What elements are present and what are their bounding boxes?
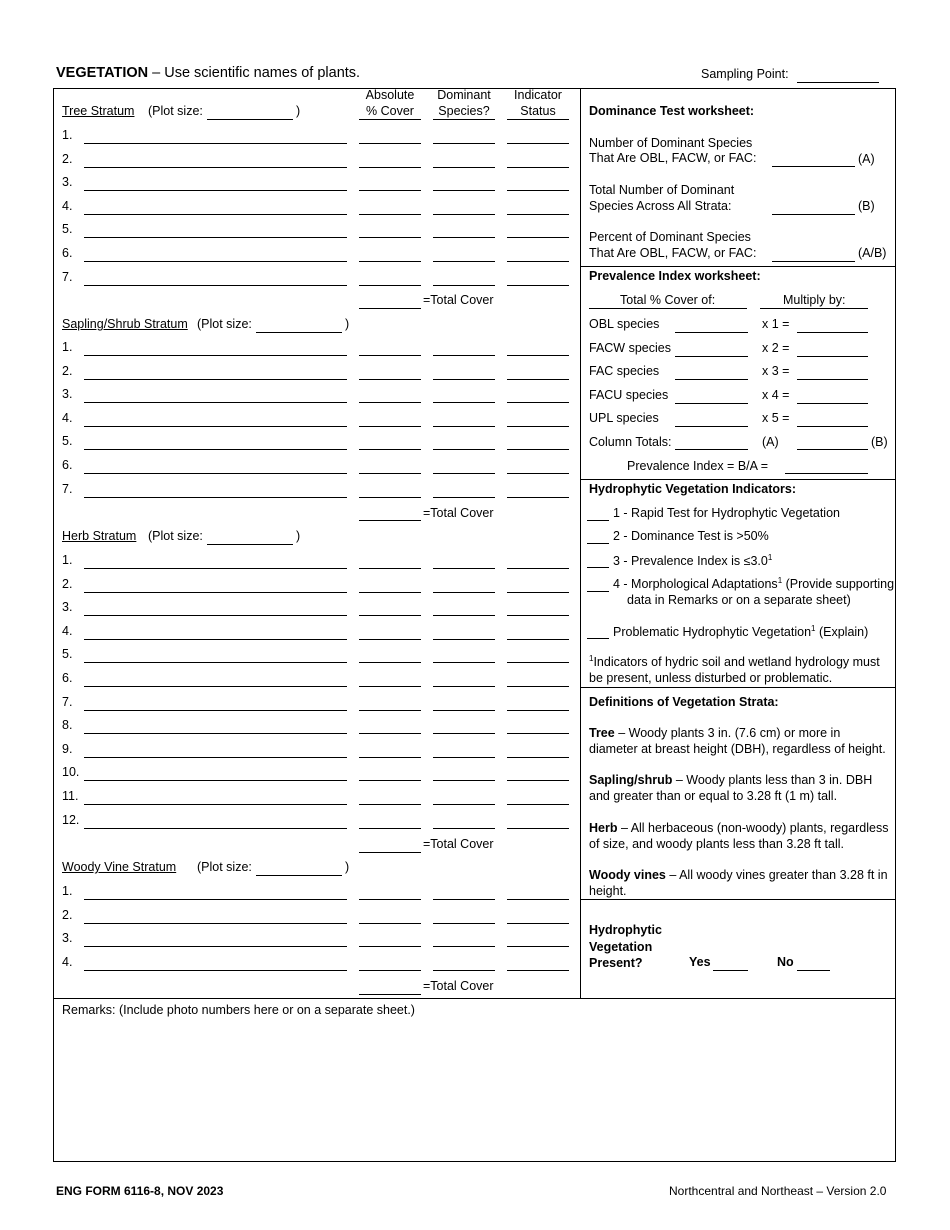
herb-row-number: 5. (62, 647, 73, 662)
sapling-row-number: 2. (62, 363, 73, 378)
tree-cover-field[interactable] (359, 190, 421, 191)
herb-row-number: 6. (62, 671, 73, 685)
tree-row-number: 2. (62, 151, 73, 166)
herb-status-field[interactable] (507, 757, 569, 758)
woody-status-field[interactable] (507, 899, 569, 900)
prevalence-col-underline (589, 308, 747, 309)
definitions-title: Definitions of Vegetation Strata: (589, 695, 779, 709)
herb-cover-field[interactable] (359, 568, 421, 569)
herb-species-field[interactable] (84, 733, 347, 734)
woody-row-number: 1. (62, 884, 73, 898)
column-total-b-tag: (B) (871, 435, 888, 449)
herb-status-field[interactable] (507, 710, 569, 711)
herb-species-field[interactable] (84, 828, 347, 829)
tree-stratum-title: Tree Stratum (62, 104, 135, 118)
woody-cover-field[interactable] (359, 970, 421, 971)
sapling-plot-size-field[interactable] (256, 332, 342, 333)
indicator-4-label: 4 - Morphological Adaptations$^1$ (Provide supporting (613, 576, 895, 592)
herb-cover-field[interactable] (359, 710, 421, 711)
tree-species-field[interactable] (84, 143, 347, 144)
herb-cover-field[interactable] (359, 828, 421, 829)
tree-row-number: 1. (62, 128, 73, 142)
indicator-2-check[interactable] (587, 543, 609, 544)
column-total-a-field[interactable] (675, 449, 748, 450)
sapling-species-field[interactable] (84, 449, 347, 450)
column-total-b-field[interactable] (797, 449, 868, 450)
total-cover-label: =Total Cover (423, 293, 494, 307)
herb-dominant-field[interactable] (433, 804, 495, 805)
herb-stratum-title: Herb Stratum (62, 529, 137, 543)
no-label: No (777, 955, 794, 969)
herb-status-field[interactable] (507, 592, 569, 593)
indicator-3-label: 3 - Prevalence Index is $\le 3.0^1$ (613, 553, 773, 569)
prevalence-multiplier: x 5 = (762, 411, 790, 426)
indicators-title: Hydrophytic Vegetation Indicators: (589, 482, 796, 496)
prevalence-row-label: FAC species (589, 364, 660, 379)
herb-species-field[interactable] (84, 804, 347, 805)
form-title: VEGETATION – Use scientific names of plants. (56, 65, 361, 81)
indicator-1-check[interactable] (587, 520, 609, 521)
tree-species-field[interactable] (84, 237, 347, 238)
herb-status-field[interactable] (507, 639, 569, 640)
tree-dominant-field[interactable] (433, 143, 495, 144)
tree-row-number: 5. (62, 222, 73, 237)
herb-dominant-field[interactable] (433, 662, 495, 663)
indicator-status-header: Indicator Status (514, 88, 562, 118)
section-divider-3 (580, 687, 896, 688)
woody-species-field[interactable] (84, 970, 347, 971)
remarks-divider (53, 998, 896, 999)
herb-row-number: 4. (62, 623, 73, 638)
sapling-cover-field[interactable] (359, 379, 421, 380)
woody-status-field[interactable] (507, 970, 569, 971)
indicator-4-check[interactable] (587, 591, 609, 592)
herb-dominant-field[interactable] (433, 568, 495, 569)
herb-dominant-field[interactable] (433, 757, 495, 758)
sapling-status-field[interactable] (507, 379, 569, 380)
dominance-b-label: Total Number of Dominant (589, 183, 735, 197)
prevalence-multiplier: x 1 = (762, 317, 790, 331)
tree-cover-field[interactable] (359, 261, 421, 262)
plot-size-label: (Plot size: (197, 317, 252, 331)
sapling-species-field[interactable] (84, 402, 347, 403)
header-underline (507, 119, 569, 120)
sapling-status-field[interactable] (507, 355, 569, 356)
dominance-b-tag: (B) (858, 199, 875, 213)
herb-dominant-field[interactable] (433, 592, 495, 593)
woody-row-number: 4. (62, 954, 73, 969)
woody-status-field[interactable] (507, 946, 569, 947)
sapling-dominant-field[interactable] (433, 379, 495, 380)
tree-cover-field[interactable] (359, 214, 421, 215)
indicator-problematic-label: Problematic Hydrophytic Vegetation$^1$ (Explain) (613, 624, 869, 640)
definition-woody-vine-cont: height. (589, 884, 627, 898)
tree-row-number: 7. (62, 269, 73, 284)
absolute-cover-header: Absolute % Cover (365, 88, 415, 118)
indicator-4-label-cont: data in Remarks or on a separate sheet) (627, 593, 851, 607)
tree-species-field[interactable] (84, 214, 347, 215)
sapling-dominant-field[interactable] (433, 497, 495, 498)
tree-dominant-field[interactable] (433, 261, 495, 262)
tree-species-field[interactable] (84, 261, 347, 262)
remarks-label: Remarks: (Include photo numbers here or on a separate sheet.) (62, 1003, 415, 1017)
herb-cover-field[interactable] (359, 615, 421, 616)
indicator-problematic-check[interactable] (587, 638, 609, 639)
herb-cover-field[interactable] (359, 804, 421, 805)
indicator-2-label: 2 - Dominance Test is >50% (613, 529, 769, 543)
herb-status-field[interactable] (507, 828, 569, 829)
total-cover-label: =Total Cover (423, 506, 494, 520)
herb-species-field[interactable] (84, 780, 347, 781)
herb-plot-size-field[interactable] (207, 544, 293, 545)
herb-total-cover-field[interactable] (359, 852, 421, 853)
sapling-status-field[interactable] (507, 426, 569, 427)
sapling-dominant-field[interactable] (433, 473, 495, 474)
herb-dominant-field[interactable] (433, 639, 495, 640)
dominance-ab-label: That Are OBL, FACW, or FAC: (589, 246, 757, 260)
dominance-a-tag: (A) (858, 152, 875, 166)
herb-cover-field[interactable] (359, 592, 421, 593)
indicator-3-check[interactable] (587, 567, 609, 568)
sapling-dominant-field[interactable] (433, 426, 495, 427)
tree-species-field[interactable] (84, 190, 347, 191)
woody-row-number: 2. (62, 907, 73, 922)
definition-sapling-cont: and greater than or equal to 3.28 ft (1 m) tall. (589, 789, 838, 803)
herb-cover-field[interactable] (359, 733, 421, 734)
herb-dominant-field[interactable] (433, 615, 495, 616)
prevalence-row-label: OBL species (589, 317, 660, 331)
close-paren: ) (345, 860, 350, 874)
herb-dominant-field[interactable] (433, 733, 495, 734)
tree-cover-field[interactable] (359, 285, 421, 286)
dominant-species-header: Dominant Species? (437, 88, 491, 118)
prevalence-col1: Total % Cover of: (620, 293, 716, 307)
herb-row-number: 2. (62, 576, 73, 591)
herb-species-field[interactable] (84, 592, 347, 593)
sapling-species-field[interactable] (84, 355, 347, 356)
tree-dominant-field[interactable] (433, 190, 495, 191)
herb-cover-field[interactable] (359, 686, 421, 687)
tree-status-field[interactable] (507, 285, 569, 286)
column-totals-label: Column Totals: (589, 435, 672, 449)
herb-species-field[interactable] (84, 615, 347, 616)
prevalence-col-underline (760, 308, 868, 309)
sapling-row-number: 6. (62, 458, 73, 472)
woody-status-field[interactable] (507, 923, 569, 924)
column-total-a-tag: (A) (762, 435, 779, 449)
total-cover-label: =Total Cover (423, 837, 494, 851)
tree-status-field[interactable] (507, 261, 569, 262)
herb-status-field[interactable] (507, 804, 569, 805)
dominance-b-label: Species Across All Strata: (589, 199, 732, 213)
herb-row-number: 7. (62, 694, 73, 709)
dominance-b-field[interactable] (772, 214, 855, 215)
herb-species-field[interactable] (84, 639, 347, 640)
herb-species-field[interactable] (84, 686, 347, 687)
herb-row-number: 1. (62, 553, 73, 567)
prevalence-result-field[interactable] (797, 332, 868, 333)
sapling-cover-field[interactable] (359, 355, 421, 356)
tree-row-number: 6. (62, 246, 73, 260)
sapling-status-field[interactable] (507, 497, 569, 498)
herb-status-field[interactable] (507, 662, 569, 663)
sapling-row-number: 3. (62, 387, 73, 402)
definition-tree-cont: diameter at breast height (DBH), regardless of height. (589, 742, 886, 756)
tree-cover-field[interactable] (359, 167, 421, 168)
herb-species-field[interactable] (84, 568, 347, 569)
tree-plot-size-field[interactable] (207, 119, 293, 120)
herb-row-number: 9. (62, 741, 73, 756)
woody-cover-field[interactable] (359, 946, 421, 947)
form-number: ENG FORM 6116-8, NOV 2023 (56, 1184, 224, 1198)
woody-dominant-field[interactable] (433, 923, 495, 924)
prevalence-cover-field[interactable] (675, 403, 748, 404)
woody-plot-size-field[interactable] (256, 875, 342, 876)
header-underline (433, 119, 495, 120)
sapling-row-number: 5. (62, 434, 73, 449)
herb-dominant-field[interactable] (433, 828, 495, 829)
herb-cover-field[interactable] (359, 780, 421, 781)
sapling-cover-field[interactable] (359, 473, 421, 474)
definition-sapling: Sapling/shrub – Woody plants less than 3 in. DBH (589, 773, 873, 787)
woody-total-cover-field[interactable] (359, 994, 421, 995)
herb-cover-field[interactable] (359, 757, 421, 758)
tree-status-field[interactable] (507, 190, 569, 191)
header-underline (359, 119, 421, 120)
herb-status-field[interactable] (507, 615, 569, 616)
prevalence-cover-field[interactable] (675, 332, 748, 333)
dominance-ab-label: Percent of Dominant Species (589, 230, 751, 244)
prevalence-row-label: FACW species (589, 340, 671, 355)
dominance-ab-tag: (A/B) (858, 246, 887, 260)
sapling-species-field[interactable] (84, 426, 347, 427)
remarks-area[interactable] (55, 1022, 893, 1159)
sapling-status-field[interactable] (507, 449, 569, 450)
prevalence-cover-field[interactable] (675, 379, 748, 380)
sapling-cover-field[interactable] (359, 402, 421, 403)
sapling-cover-field[interactable] (359, 426, 421, 427)
sapling-row-number: 1. (62, 340, 73, 354)
sapling-row-number: 4. (62, 410, 73, 425)
prevalence-col2: Multiply by: (783, 293, 846, 307)
yes-field[interactable] (713, 970, 748, 971)
indicators-footnote-cont: be present, unless disturbed or problematic. (589, 671, 833, 685)
column-divider (580, 88, 581, 999)
woody-vine-stratum-title: Woody Vine Stratum (62, 860, 177, 874)
tree-dominant-field[interactable] (433, 285, 495, 286)
woody-row-number: 3. (62, 931, 73, 946)
tree-dominant-field[interactable] (433, 214, 495, 215)
definition-woody-vine: Woody vines – All woody vines greater than 3.28 ft in (589, 868, 888, 882)
herb-status-field[interactable] (507, 733, 569, 734)
prevalence-index-field[interactable] (785, 473, 868, 474)
section-divider-2 (580, 479, 896, 480)
herb-row-number: 11. (62, 789, 79, 803)
sapling-cover-field[interactable] (359, 497, 421, 498)
tree-cover-field[interactable] (359, 143, 421, 144)
woody-dominant-field[interactable] (433, 946, 495, 947)
total-cover-label: =Total Cover (423, 979, 494, 993)
sampling-point-field[interactable] (797, 82, 879, 83)
sapling-species-field[interactable] (84, 497, 347, 498)
herb-status-field[interactable] (507, 568, 569, 569)
tree-status-field[interactable] (507, 143, 569, 144)
tree-row-number: 3. (62, 175, 73, 190)
dominance-a-field[interactable] (772, 166, 855, 167)
sapling-status-field[interactable] (507, 402, 569, 403)
plot-size-label: (Plot size: (148, 529, 203, 543)
tree-species-field[interactable] (84, 167, 347, 168)
sapling-species-field[interactable] (84, 379, 347, 380)
indicators-footnote: $^1$Indicators of hydric soil and wetland hydrology must (589, 654, 880, 670)
close-paren: ) (296, 104, 301, 118)
woody-cover-field[interactable] (359, 923, 421, 924)
herb-cover-field[interactable] (359, 662, 421, 663)
tree-cover-field[interactable] (359, 237, 421, 238)
close-paren: ) (296, 529, 301, 543)
prevalence-index-label: Prevalence Index = B/A = (627, 459, 769, 473)
section-divider-4 (580, 899, 896, 900)
prevalence-result-field[interactable] (797, 379, 868, 380)
dominance-a-label: Number of Dominant Species (589, 136, 753, 150)
sapling-row-number: 7. (62, 481, 73, 496)
tree-dominant-field[interactable] (433, 237, 495, 238)
prevalence-multiplier: x 4 = (762, 387, 790, 402)
tree-status-field[interactable] (507, 214, 569, 215)
veg-present-label: Hydrophytic Vegetation Present? (589, 923, 662, 970)
woody-dominant-field[interactable] (433, 899, 495, 900)
definition-herb: Herb – All herbaceous (non-woody) plants, regardless (589, 821, 889, 835)
plot-size-label: (Plot size: (148, 104, 203, 118)
tree-total-cover-field[interactable] (359, 308, 421, 309)
herb-status-field[interactable] (507, 780, 569, 781)
herb-row-number: 10. (62, 765, 80, 780)
sapling-cover-field[interactable] (359, 449, 421, 450)
herb-species-field[interactable] (84, 710, 347, 711)
indicator-1-label: 1 - Rapid Test for Hydrophytic Vegetation (613, 506, 840, 520)
region-version: Northcentral and Northeast – Version 2.0 (669, 1184, 887, 1198)
definition-herb-cont: of size, and woody plants less than 3.28 ft tall. (589, 837, 845, 851)
sapling-stratum-title: Sapling/Shrub Stratum (62, 317, 188, 331)
definition-tree: Tree – Woody plants 3 in. (7.6 cm) or more in (589, 726, 841, 740)
prevalence-multiplier: x 2 = (762, 340, 790, 355)
sampling-point-label: Sampling Point: (701, 67, 789, 81)
herb-row-number: 12. (62, 812, 80, 827)
herb-row-number: 8. (62, 718, 73, 733)
tree-species-field[interactable] (84, 285, 347, 286)
herb-cover-field[interactable] (359, 639, 421, 640)
dominance-a-label: That Are OBL, FACW, or FAC: (589, 151, 757, 165)
woody-cover-field[interactable] (359, 899, 421, 900)
sapling-dominant-field[interactable] (433, 449, 495, 450)
dominance-title: Dominance Test worksheet: (589, 104, 755, 118)
prevalence-result-field[interactable] (797, 356, 868, 357)
prevalence-row-label: UPL species (589, 411, 659, 426)
woody-species-field[interactable] (84, 899, 347, 900)
prevalence-result-field[interactable] (797, 403, 868, 404)
herb-status-field[interactable] (507, 686, 569, 687)
yes-label: Yes (689, 955, 711, 969)
prevalence-row-label: FACU species (589, 387, 669, 402)
prevalence-result-field[interactable] (797, 426, 868, 427)
woody-species-field[interactable] (84, 946, 347, 947)
herb-species-field[interactable] (84, 757, 347, 758)
herb-dominant-field[interactable] (433, 686, 495, 687)
sapling-status-field[interactable] (507, 473, 569, 474)
herb-species-field[interactable] (84, 662, 347, 663)
tree-status-field[interactable] (507, 167, 569, 168)
prevalence-cover-field[interactable] (675, 356, 748, 357)
tree-row-number: 4. (62, 198, 73, 213)
dominance-ab-field[interactable] (772, 261, 855, 262)
herb-row-number: 3. (62, 600, 73, 615)
woody-dominant-field[interactable] (433, 970, 495, 971)
close-paren: ) (345, 317, 350, 331)
no-field[interactable] (797, 970, 830, 971)
sapling-species-field[interactable] (84, 473, 347, 474)
sapling-dominant-field[interactable] (433, 355, 495, 356)
section-divider-1 (580, 266, 896, 267)
prevalence-title: Prevalence Index worksheet: (589, 269, 761, 283)
plot-size-label: (Plot size: (197, 860, 252, 874)
prevalence-multiplier: x 3 = (762, 364, 790, 379)
herb-dominant-field[interactable] (433, 710, 495, 711)
sapling-total-cover-field[interactable] (359, 520, 421, 521)
woody-species-field[interactable] (84, 923, 347, 924)
prevalence-cover-field[interactable] (675, 426, 748, 427)
sapling-dominant-field[interactable] (433, 402, 495, 403)
herb-dominant-field[interactable] (433, 780, 495, 781)
tree-status-field[interactable] (507, 237, 569, 238)
tree-dominant-field[interactable] (433, 167, 495, 168)
